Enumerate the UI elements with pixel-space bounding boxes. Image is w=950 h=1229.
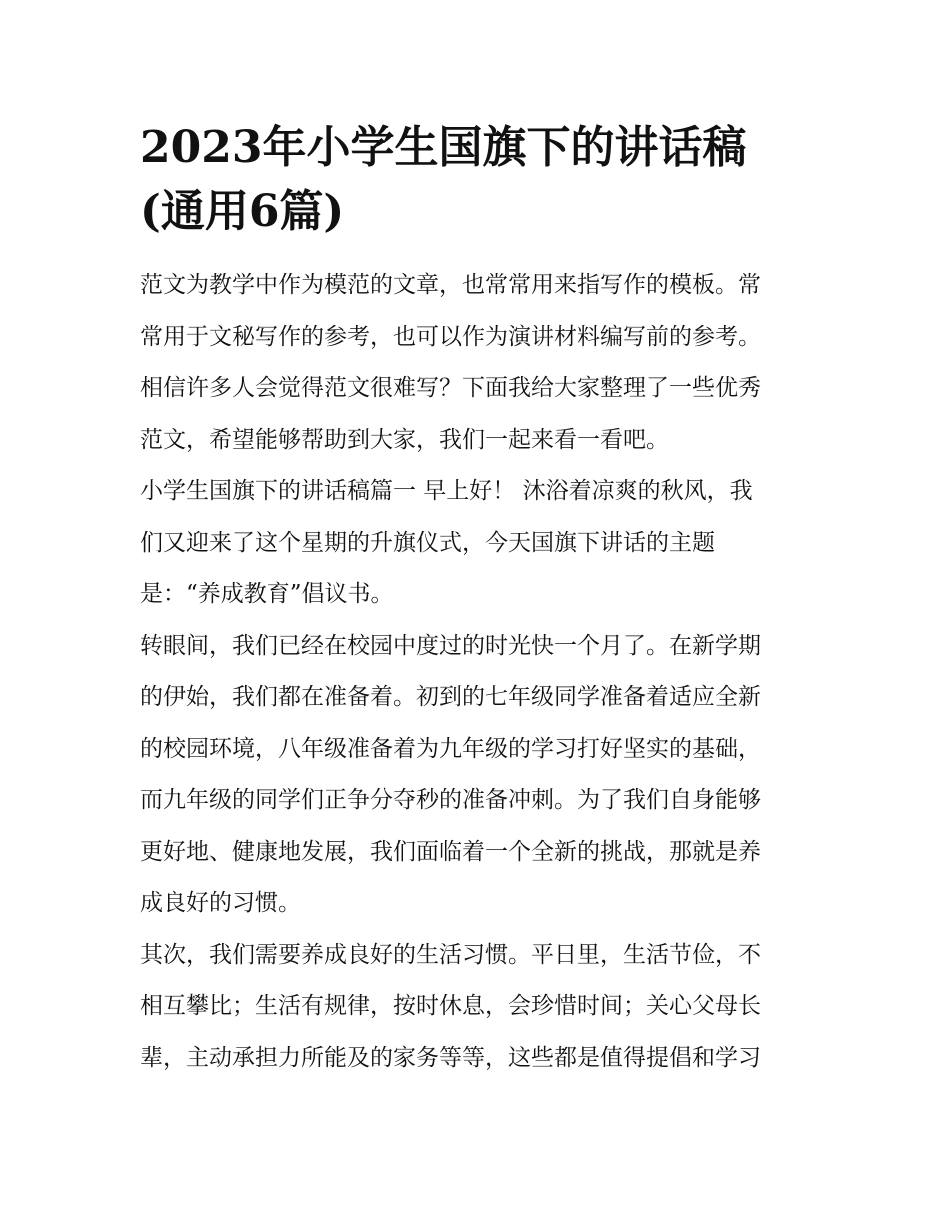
document-title (140, 116, 820, 244)
text-line: 是：“养成教育”倡议书。 (140, 581, 394, 607)
text-line: 辈，主动承担力所能及的家务等等，这些都是值得提倡和学习 (140, 1044, 761, 1071)
text-line: 成良好的习惯。 (140, 890, 301, 916)
text-line: 们又迎来了这个星期的升旗仪式，今天国旗下讲话的主题 (140, 529, 715, 556)
text-line: 的伊始，我们都在准备着。初到的七年级同学准备着适应全新 (140, 684, 761, 710)
title-line-1: 2023年小学生国旗下的讲话稿 (140, 122, 747, 173)
text-line: 范文为教学中作为模范的文章，也常常用来指写作的模板。常 (140, 272, 761, 298)
text-line: 转眼间，我们已经在校园中度过的时光快一个月了。在新学期 (140, 632, 761, 659)
text-line: 更好地、健康地发展，我们面临着一个全新的挑战，那就是养 (140, 838, 761, 865)
speech-one-opening-paragraph (140, 466, 820, 621)
text-line: 其次，我们需要养成良好的生活习惯。平日里，生活节俭，不 (140, 941, 761, 968)
text-line: 的校园环境，八年级准备着为九年级的学习打好坚实的基础， (140, 735, 761, 762)
intro-paragraph (140, 260, 820, 466)
text-line: 范文，希望能够帮助到大家，我们一起来看一看吧。 (140, 426, 669, 453)
title-line-2: (通用6篇) (140, 186, 345, 237)
text-line: 小学生国旗下的讲话稿篇一 早上好！ 沐浴着凉爽的秋风，我 (140, 478, 753, 504)
document-content (140, 116, 820, 1084)
speech-one-body-paragraph (140, 621, 820, 930)
text-line: 而九年级的同学们正争分夺秒的准备冲刺。为了我们自身能够 (140, 787, 761, 813)
text-line: 相信许多人会觉得范文很难写？下面我给大家整理了一些优秀 (140, 375, 761, 401)
living-habits-paragraph (140, 930, 820, 1085)
text-line: 相互攀比；生活有规律，按时休息，会珍惜时间；关心父母长 (140, 993, 761, 1019)
text-line: 常用于文秘写作的参考，也可以作为演讲材料编写前的参考。 (140, 323, 761, 350)
